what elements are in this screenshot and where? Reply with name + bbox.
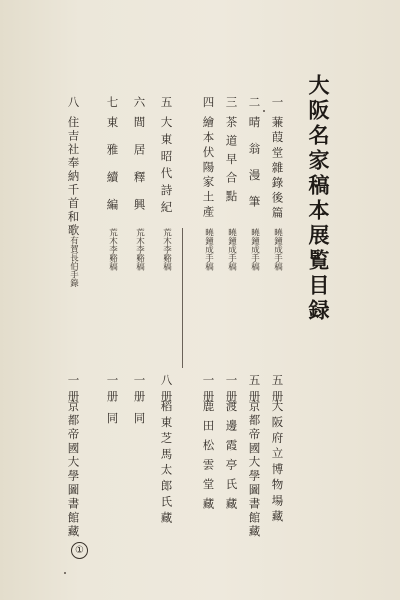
entry-5-author: 荒木李谿稿: [161, 228, 172, 271]
entry-5-volumes: 八册: [159, 374, 174, 407]
entry-7-author: 荒木李谿稿: [107, 228, 118, 271]
entry-4-volumes: 一册: [201, 374, 216, 407]
entry-4-author: 曉鐘成手稿: [203, 228, 214, 271]
entry-8-volumes: 一册: [66, 374, 81, 407]
entry-1-author: 曉鐘成手稿: [272, 228, 283, 271]
entry-4-title: 繪本伏陽家土產: [201, 116, 216, 221]
entry-8-title: 住吉社奉納千首和歌: [66, 116, 81, 238]
entry-1-owner: 大阪府立博物場藏: [270, 400, 285, 526]
entry-7-title: 東雅續編: [105, 116, 120, 226]
entry-4-owner: 鹿田松雲堂藏: [201, 400, 216, 517]
entry-6-number: 六: [132, 96, 147, 108]
entry-5-number: 五: [159, 96, 174, 108]
page-title: 大阪名家稿本展覧目録: [306, 74, 331, 324]
entry-5-title: 大東昭代詩紀: [159, 116, 174, 218]
entry-7-volumes: 一册: [105, 374, 120, 407]
entry-7-number: 七: [105, 96, 120, 108]
entry-1-volumes: 五册: [270, 374, 285, 407]
page-number: ①: [71, 542, 88, 559]
entry-6-author: 荒木李谿稿: [134, 228, 145, 271]
entry-7-owner: 同: [105, 412, 120, 428]
entry-3-author: 曉鐘成手稿: [226, 228, 237, 271]
entry-2-owner: 京都帝國大學圖書館藏: [247, 400, 262, 539]
entry-3-number: 三: [224, 96, 239, 108]
entry-3-volumes: 一册: [224, 374, 239, 407]
entry-8-owner: 京都帝國大學圖書館藏: [66, 400, 81, 539]
entry-1-number: 一: [270, 96, 285, 108]
entry-8-author: 有賀長伯手錄: [68, 236, 79, 287]
entry-3-title: 茶道早合點: [224, 116, 239, 209]
entry-4-number: 四: [201, 96, 216, 108]
paper-speck: [64, 572, 66, 574]
entry-2-author: 曉鐘成手稿: [249, 228, 260, 271]
entry-2-volumes: 五册: [247, 374, 262, 407]
entry-3-owner: 渡邊霞亭氏藏: [224, 400, 239, 517]
paper-speck: [263, 110, 265, 112]
entry-2-title: 晴翁漫筆: [247, 116, 262, 222]
entry-8-number: 八: [66, 96, 81, 108]
entry-6-title: 間居釋興: [132, 116, 147, 226]
entry-6-volumes: 一册: [132, 374, 147, 407]
column-divider: [182, 228, 183, 368]
entry-6-owner: 同: [132, 412, 147, 428]
entry-2-number: 二: [247, 96, 262, 108]
entry-5-owner: 稻東芝馬太郎氏藏: [159, 400, 174, 528]
entry-1-title: 蒹葭堂雜錄後篇: [270, 116, 285, 222]
